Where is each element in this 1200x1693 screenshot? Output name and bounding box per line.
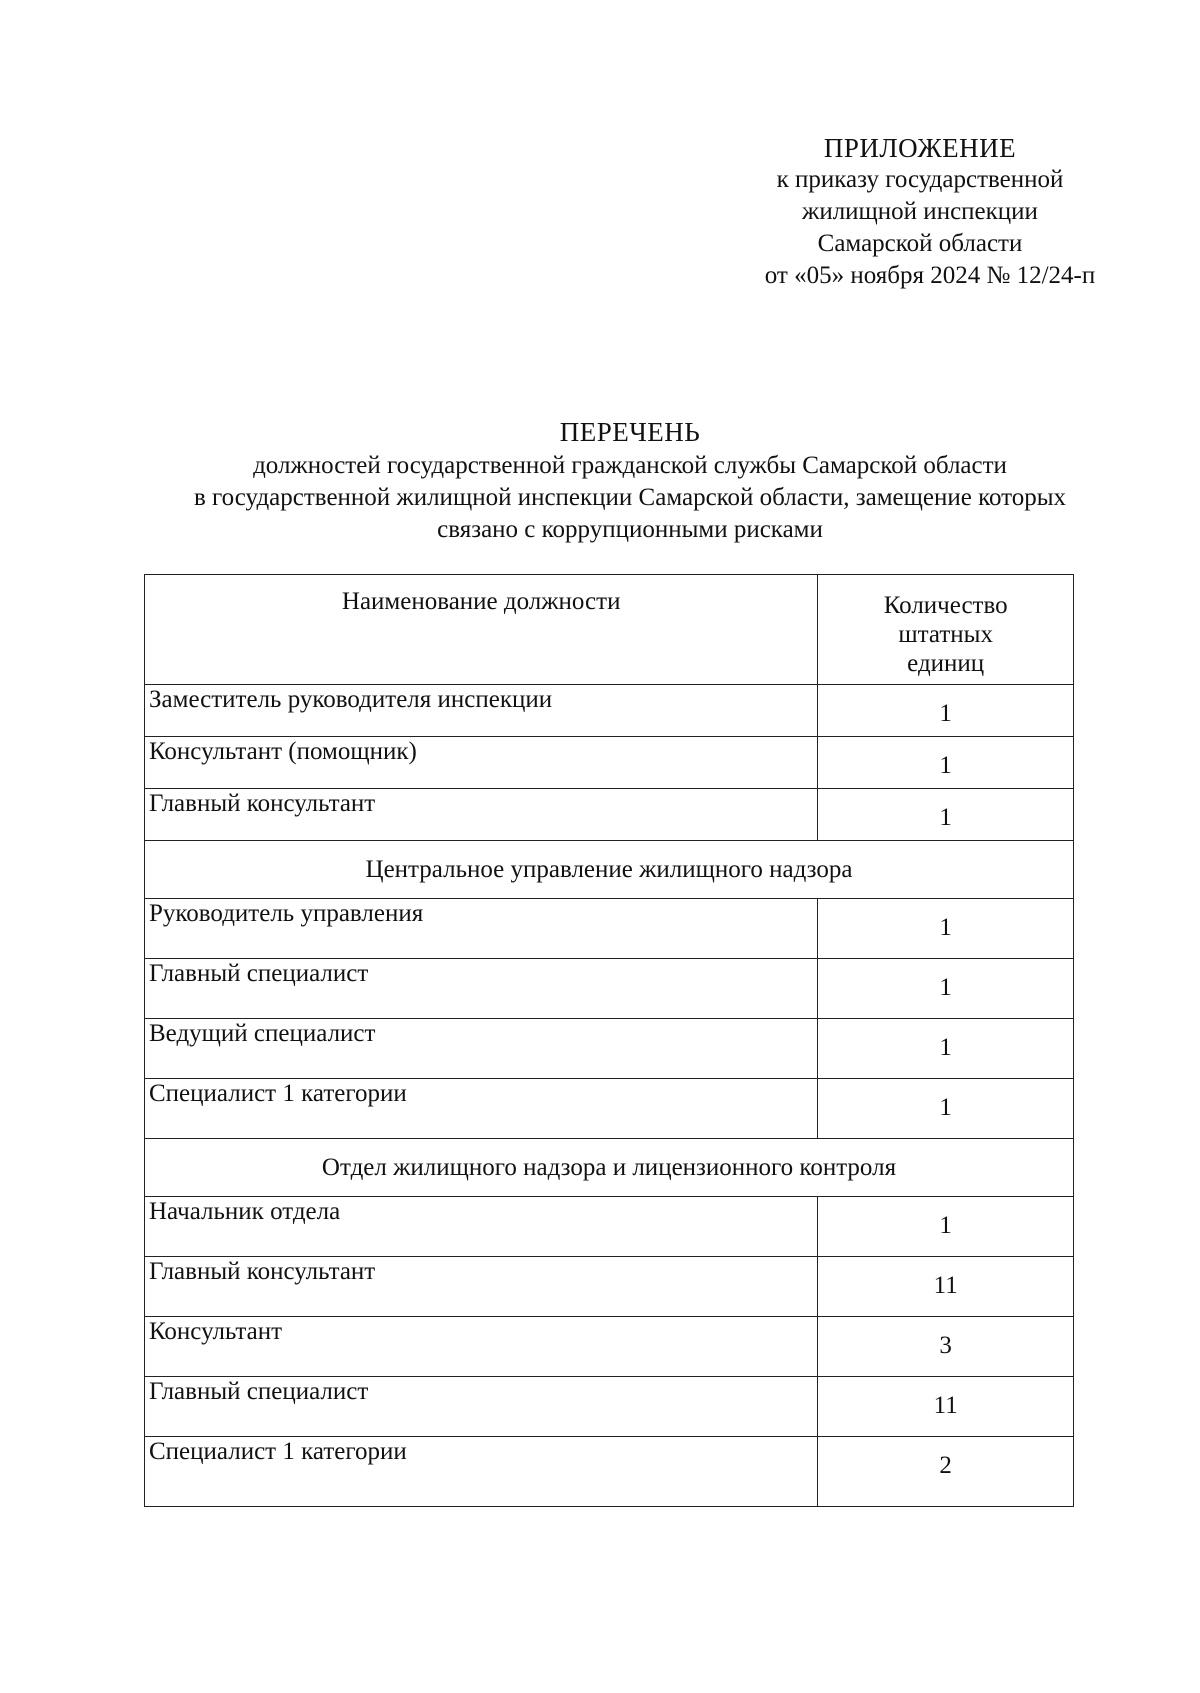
position-name: Заместитель руководителя инспекции [145,685,818,737]
table-row [145,1437,1074,1507]
position-name: Начальник отдела [145,1197,818,1257]
position-quantity: 1 [818,685,1074,737]
heading-title: ПЕРЕЧЕНЬ [559,417,701,447]
position-name: Специалист 1 категории [145,1437,818,1507]
table-row [145,789,1074,841]
position-name: Специалист 1 категории [145,1079,818,1139]
section-title-central-department: Центральное управление жилищного надзора [145,841,1074,899]
position-quantity: 2 [818,1437,1074,1507]
section-title-licensing-department: Отдел жилищного надзора и лицензионного контроля [145,1139,1074,1197]
position-name: Руководитель управления [145,899,818,959]
section-header-row [145,1139,1074,1197]
position-quantity: 11 [818,1377,1074,1437]
position-quantity: 1 [818,959,1074,1019]
position-quantity: 1 [818,1079,1074,1139]
position-quantity: 1 [818,1197,1074,1257]
appendix-line-2: жилищной инспекции [802,198,1038,225]
position-quantity: 3 [818,1317,1074,1377]
column-header-quantity-line-1: Количество [883,592,1008,619]
table-row [145,1257,1074,1317]
table-row [145,1019,1074,1079]
heading-line-1: должностей государственной гражданской службы Самарской области [253,452,1007,479]
position-name: Консультант [145,1317,818,1377]
position-name: Главный консультант [145,1257,818,1317]
heading-line-2: в государственной жилищной инспекции Самарской области, замещение которых [193,484,1067,511]
section-header-row [145,841,1074,899]
appendix-line-1: к приказу государственной [776,166,1064,193]
position-name: Главный специалист [145,1377,818,1437]
column-header-quantity-line-2: штатных [898,621,993,648]
column-header-quantity-line-3: единиц [907,650,985,677]
position-name: Консультант (помощник) [145,737,818,789]
appendix-line-3: Самарской области [817,230,1023,257]
table-row [145,959,1074,1019]
position-quantity: 1 [818,789,1074,841]
column-header-quantity [818,575,1074,685]
document-heading [80,416,1180,546]
appendix-block [690,132,1150,292]
table-row [145,1317,1074,1377]
heading-line-3: связано с коррупционными рисками [437,516,823,543]
appendix-title: ПРИЛОЖЕНИЕ [823,133,1017,163]
table-row [145,1377,1074,1437]
position-name: Главный специалист [145,959,818,1019]
table-row [145,1079,1074,1139]
table-header-row [145,575,1074,685]
position-quantity: 11 [818,1257,1074,1317]
column-header-name: Наименование должности [145,575,818,685]
table-row [145,899,1074,959]
position-quantity: 1 [818,737,1074,789]
table-row [145,737,1074,789]
position-name: Главный консультант [145,789,818,841]
table-row [145,685,1074,737]
positions-table [144,574,1074,1507]
position-quantity: 1 [818,1019,1074,1079]
appendix-date-number: от «05» ноября 2024 № 12/24-п [764,262,1096,289]
position-name: Ведущий специалист [145,1019,818,1079]
position-quantity: 1 [818,899,1074,959]
table-row [145,1197,1074,1257]
